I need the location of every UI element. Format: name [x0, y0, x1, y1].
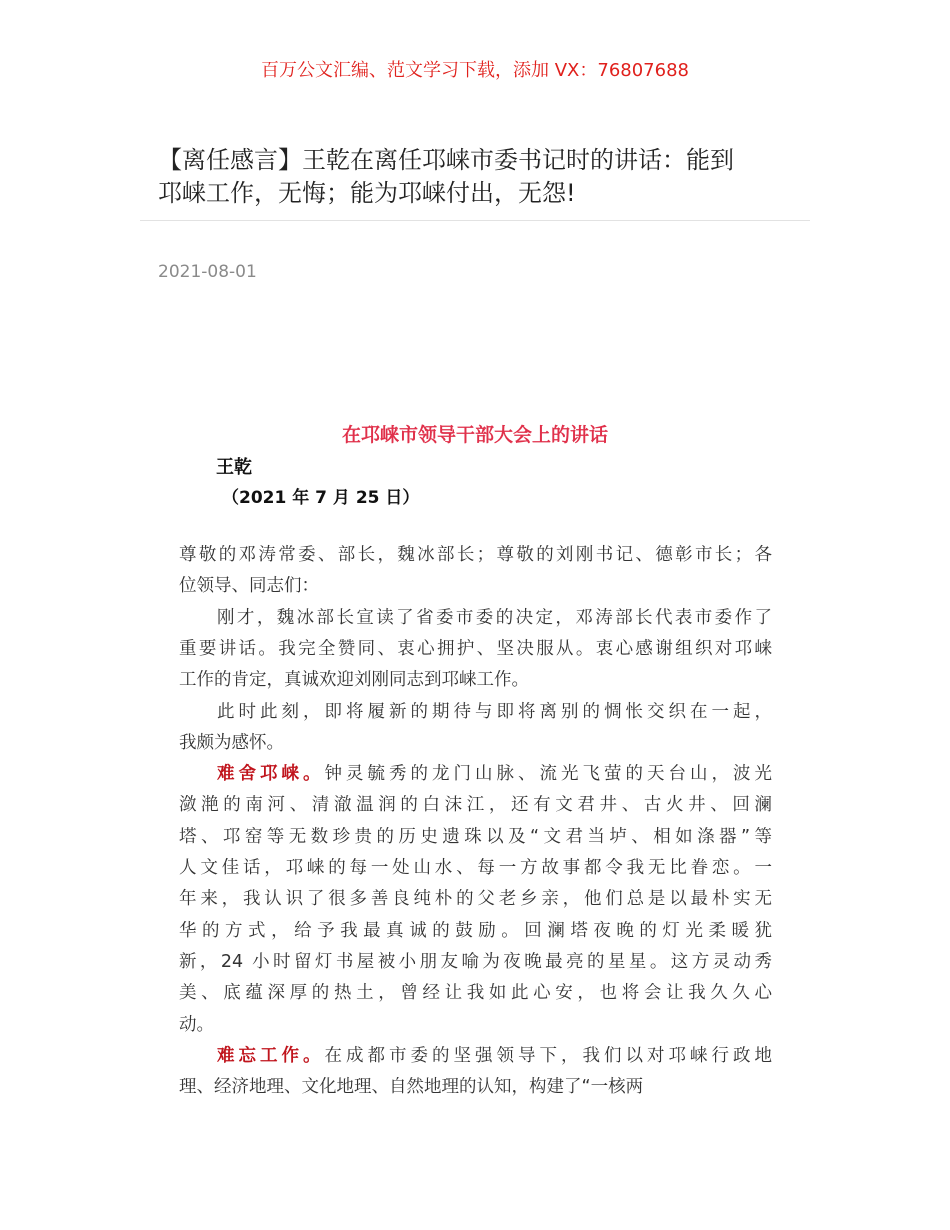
publish-date: 2021-08-01: [158, 262, 257, 282]
section-lead: 难忘工作。: [217, 1045, 325, 1066]
paragraph-line: 新，24 小时留灯书屋被小朋友喻为夜晚最亮的星星。这方灵动秀: [179, 951, 772, 972]
paragraph-line: 理、经济地理、文化地理、自然地理的认知，构建了“一核两: [179, 1077, 644, 1098]
paragraph-line: 我颇为感怀。: [179, 732, 284, 753]
promo-banner: 百万公文汇编、范文学习下载，添加 VX：76807688: [261, 60, 689, 81]
paragraph-line: 潋滟的南河、清澈温润的白沫江，还有文君井、古火井、回澜: [179, 795, 772, 816]
line-text: 钟灵毓秀的龙门山脉、流光飞萤的天台山，波光: [324, 764, 772, 785]
paragraph-line: 华的方式，给予我最真诚的鼓励。回澜塔夜晚的灯光柔暖犹: [179, 920, 772, 941]
paragraph-line: 刚才，魏冰部长宣读了省委市委的决定，邓涛部长代表市委作了: [217, 607, 772, 628]
paragraph-line: 尊敬的邓涛常委、部长，魏冰部长；尊敬的刘刚书记、德彰市长；各: [179, 545, 772, 565]
speech-date: （2021 年 7 月 25 日）: [222, 488, 420, 508]
paragraph-line: 年来，我认识了很多善良纯朴的父老乡亲，他们总是以最朴实无: [179, 889, 772, 910]
paragraph-line: 人文佳话，邛崃的每一处山水、每一方故事都令我无比眷恋。一: [179, 858, 772, 878]
paragraph-line: [179, 762, 772, 786]
section-lead: 难舍邛崃。: [217, 764, 325, 785]
paragraph-line: 位领导、同志们：: [179, 576, 319, 597]
paragraph-line: 塔、邛窑等无数珍贵的历史遗珠以及“文君当垆、相如涤器”等: [179, 826, 772, 847]
speech-author: 王乾: [216, 457, 252, 478]
speech-heading: 在邛崃市领导干部大会上的讲话: [341, 424, 608, 446]
paragraph-line: 美、底蕴深厚的热土，曾经让我如此心安，也将会让我久久心: [179, 983, 772, 1004]
paragraph-line: 重要讲话。我完全赞同、衷心拥护、坚决服从。衷心感谢组织对邛崃: [179, 638, 772, 659]
article-title-line-2: 邛崃工作，无悔；能为邛崃付出，无怨!: [158, 179, 576, 207]
paragraph-line: 动。: [179, 1014, 214, 1035]
title-divider: [140, 220, 810, 221]
paragraph-line: 此时此刻，即将履新的期待与即将离别的惆怅交织在一起，: [217, 701, 772, 722]
paragraph-line: [179, 1044, 772, 1068]
article-title-line-1: 【离任感言】王乾在离任邛崃市委书记时的讲话：能到: [158, 146, 734, 174]
line-text: 在成都市委的坚强领导下，我们以对邛崃行政地: [324, 1045, 772, 1066]
paragraph-line: 工作的肯定，真诚欢迎刘刚同志到邛崃工作。: [179, 670, 529, 691]
